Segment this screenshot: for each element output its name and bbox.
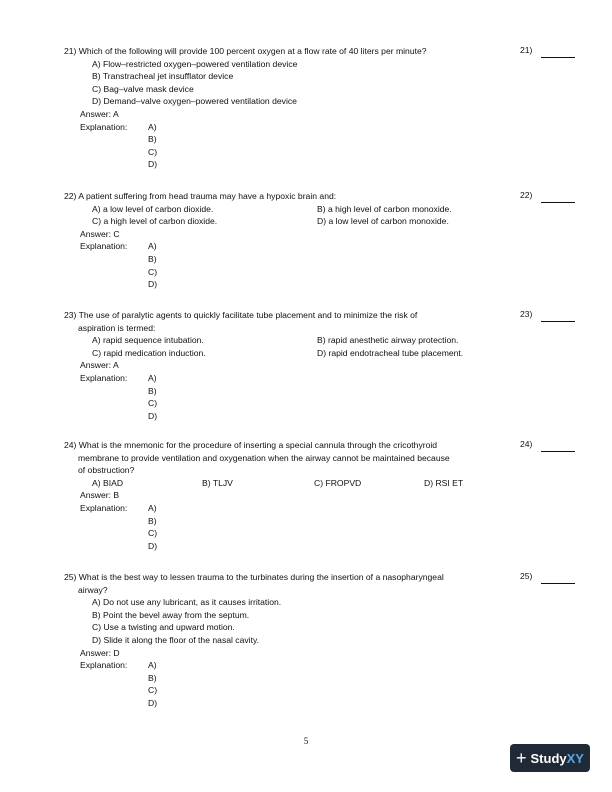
explanation-label: Explanation: [80,660,128,671]
explanation [64,659,534,709]
answer: Answer: B [80,490,120,501]
option-a: A) BIAD [92,477,124,488]
option-c: C) Bag–valve mask device [92,83,194,94]
question-24 [64,439,534,552]
explanation-label: Explanation: [80,502,128,513]
options-list [64,596,534,646]
question-text: 25) What is the best way to lessen trauma to the turbinates during the insertion of a nasopharyngeal airway? [64,572,444,595]
question-23 [64,309,534,422]
explanation-label: Explanation: [80,241,128,252]
studyxy-logo[interactable] [510,744,590,772]
answer-blank-25 [541,583,575,584]
option-c: C) Use a twisting and upward motion. [92,622,235,633]
answer-blank-21 [541,57,575,58]
explanation-d: D) [148,159,158,170]
answer-blank-24 [541,451,575,452]
explanation-b: B) [148,134,157,145]
answer: Answer: A [80,360,119,371]
explanation-c: C) [148,398,158,409]
explanation [64,240,534,290]
question-text: 23) The use of paralytic agents to quickly facilitate tube placement and to minimize the risk of aspiration is termed: [64,310,418,333]
option-c: C) a high level of carbon dioxide. [92,216,218,227]
answer-blank-23 [541,321,575,322]
options-list [64,477,534,490]
option-b: B) rapid anesthetic airway protection. [317,335,459,346]
option-c: C) FROPVD [314,477,362,488]
question-number-21: 21) [520,45,533,55]
explanation-b: B) [148,253,157,264]
option-d: D) rapid endotracheal tube placement. [317,347,464,358]
question-22 [64,190,534,291]
explanation-b: B) [148,672,157,683]
option-a: A) Flow–restricted oxygen–powered ventilation device [92,58,298,69]
explanation-a: A) [148,660,157,671]
options-list [64,203,534,228]
page-number: 5 [303,736,309,746]
question-21 [64,45,534,171]
option-d: D) Slide it along the floor of the nasal cavity. [92,634,260,645]
question-25 [64,571,534,710]
explanation [64,121,534,171]
logo-text-study: Study [530,750,567,766]
explanation-a: A) [148,121,157,132]
explanation-a: A) [148,502,157,513]
answer: Answer: A [80,108,119,119]
explanation-d: D) [148,279,158,290]
explanation-d: D) [148,697,158,708]
explanation-d: D) [148,410,158,421]
explanation-c: C) [148,146,158,157]
option-a: A) a low level of carbon dioxide. [92,203,214,214]
option-a: A) rapid sequence intubation. [92,335,204,346]
option-b: B) Transtracheal jet insufflator device [92,71,234,82]
explanation-label: Explanation: [80,121,128,132]
answer: Answer: D [80,647,120,658]
explanation-c: C) [148,685,158,696]
explanation-a: A) [148,241,157,252]
answer-blank-22 [541,202,575,203]
option-b: B) TLJV [202,477,233,488]
option-d: D) Demand–valve oxygen–powered ventilation device [92,96,297,107]
question-text: 24) What is the mnemonic for the procedure of inserting a special cannula through the cricothyroid membrane to provide ventilation and oxygenation when the airway cannot be maintained because of obstruction? [64,440,450,476]
explanation-label: Explanation: [80,372,128,383]
logo-text-xy: XY [566,750,584,766]
question-number-23: 23) [520,309,533,319]
question-number-22: 22) [520,190,533,200]
explanation [64,372,534,422]
explanation-b: B) [148,515,157,526]
explanation-d: D) [148,540,158,551]
plus-icon: + [516,748,527,768]
answer: Answer: C [80,228,120,239]
explanation-c: C) [148,528,158,539]
option-d: D) a low level of carbon monoxide. [317,216,449,227]
option-a: A) Do not use any lubricant, as it causes irritation. [92,597,282,608]
question-text: 21) Which of the following will provide 100 percent oxygen at a flow rate of 40 liters per minute? [64,46,427,56]
options-list [64,58,534,108]
question-number-24: 24) [520,439,533,449]
explanation [64,502,534,552]
question-text: 22) A patient suffering from head trauma may have a hypoxic brain and: [64,191,337,201]
option-d: D) RSI ET [424,477,464,488]
explanation-b: B) [148,385,157,396]
explanation-a: A) [148,372,157,383]
options-list [64,334,534,359]
option-b: B) a high level of carbon monoxide. [317,203,452,214]
option-b: B) Point the bevel away from the septum. [92,609,250,620]
question-number-25: 25) [520,571,533,581]
option-c: C) rapid medication induction. [92,347,206,358]
explanation-c: C) [148,266,158,277]
